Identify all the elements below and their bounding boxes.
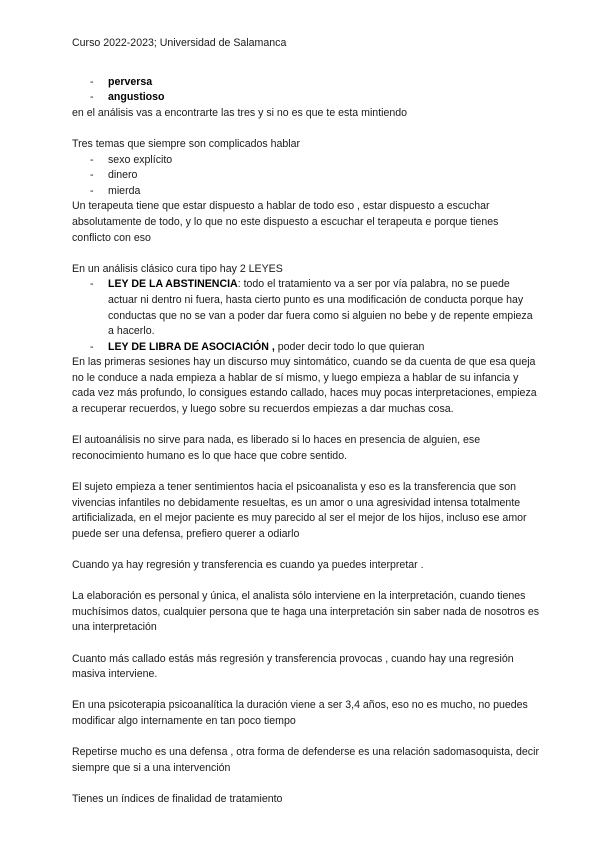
document-page [72, 36, 540, 808]
list-item [72, 277, 540, 339]
paragraph: Cuanto más callado estás más regresión y transferencia provocas , cuando hay una regresión masiva interviene. [72, 652, 514, 681]
ley-text: : todo el tratamiento va a ser por vía palabra, no se puede actuar ni dentro ni fuera, hasta cierto punto es una modificación de conducta porque hay conductas que no se van a poder dar fuera como si alguien no bebe y de repente empieza a hacerlo. [108, 278, 533, 338]
list-types [72, 75, 540, 106]
paragraph: El autoanálisis no sirve para nada, es liberado si lo haces en presencia de alguien, ese reconocimiento humano es lo que hace que cobre sentido. [72, 434, 481, 462]
paragraph: Repetirse mucho es una defensa , otra forma de defenderse es una relación sadomasoquista, decir siempre que si a una intervención [72, 746, 539, 774]
paragraph: Tienes un índices de finalidad de tratamiento [72, 792, 283, 805]
list-item: - dinero [72, 168, 540, 184]
document-header: Curso 2022-2023; Universidad de Salamanca [72, 37, 287, 49]
paragraph: En una psicoterapia psicoanalítica la duración viene a ser 3,4 años, eso no es mucho, no puedes modificar algo internamente en tan poco tiempo [72, 699, 528, 727]
paragraph: El sujeto empieza a tener sentimientos hacia el psicoanalista y eso es la transferencia que son vivencias infantiles no debidamente resueltas, es un amor o una agresividad intensa totalmente artificializada, en el mejor paciente es muy parecido al ser el mejor de los hijos, incluso ese amor puede ser una defensa, prefiero querer a odiarlo [72, 481, 527, 540]
list-topics [72, 153, 540, 200]
list-item [72, 340, 540, 356]
ley-title: LEY DE LA ABSTINENCIA [108, 278, 238, 291]
list-leyes [72, 277, 540, 355]
paragraph: La elaboración es personal y única, el analista sólo interviene en la interpretación, cuando tienes muchísimos datos, cualquier persona que te haga una interpretación sin saber nada de nosotros es una interpretación [72, 590, 540, 634]
list-item-text: angustioso [108, 91, 165, 104]
paragraph: Tres temas que siempre son complicados hablar [72, 137, 301, 150]
list-item [72, 75, 540, 91]
ley-title: LEY DE LIBRA DE ASOCIACIÓN , [108, 340, 275, 353]
list-item [72, 90, 540, 106]
paragraph: En las primeras sesiones hay un discurso muy sintomático, cuando se da cuenta de que esa queja no le conduce a nada empieza a hablar de sí mismo, y luego empieza a hablar de su infancia y cada vez más profundo, lo consigues estando callado, haces muy pocas interpretaciones, empieza a recuperar recuerdos, y luego sobre su recuerdos empiezas a dar muchas cosa. [72, 356, 537, 416]
list-item: - sexo explícito [72, 153, 540, 169]
paragraph: Cuando ya hay regresión y transferencia es cuando ya puedes interpretar . [72, 559, 424, 571]
list-item: - mierda [72, 184, 540, 200]
list-item-text: perversa [108, 75, 153, 88]
paragraph: en el análisis vas a encontrarte las tres y si no es que te esta mintiendo [72, 106, 408, 119]
paragraph: En un análisis clásico cura tipo hay 2 LEYES [72, 262, 283, 275]
ley-text: poder decir todo lo que quieran [274, 340, 425, 353]
paragraph: Un terapeuta tiene que estar dispuesto a hablar de todo eso , estar dispuesto a escuchar absolutamente de todo, y lo que no este dispuesto a escuchar el terapeuta e porque tienes conflicto con eso [72, 200, 499, 244]
